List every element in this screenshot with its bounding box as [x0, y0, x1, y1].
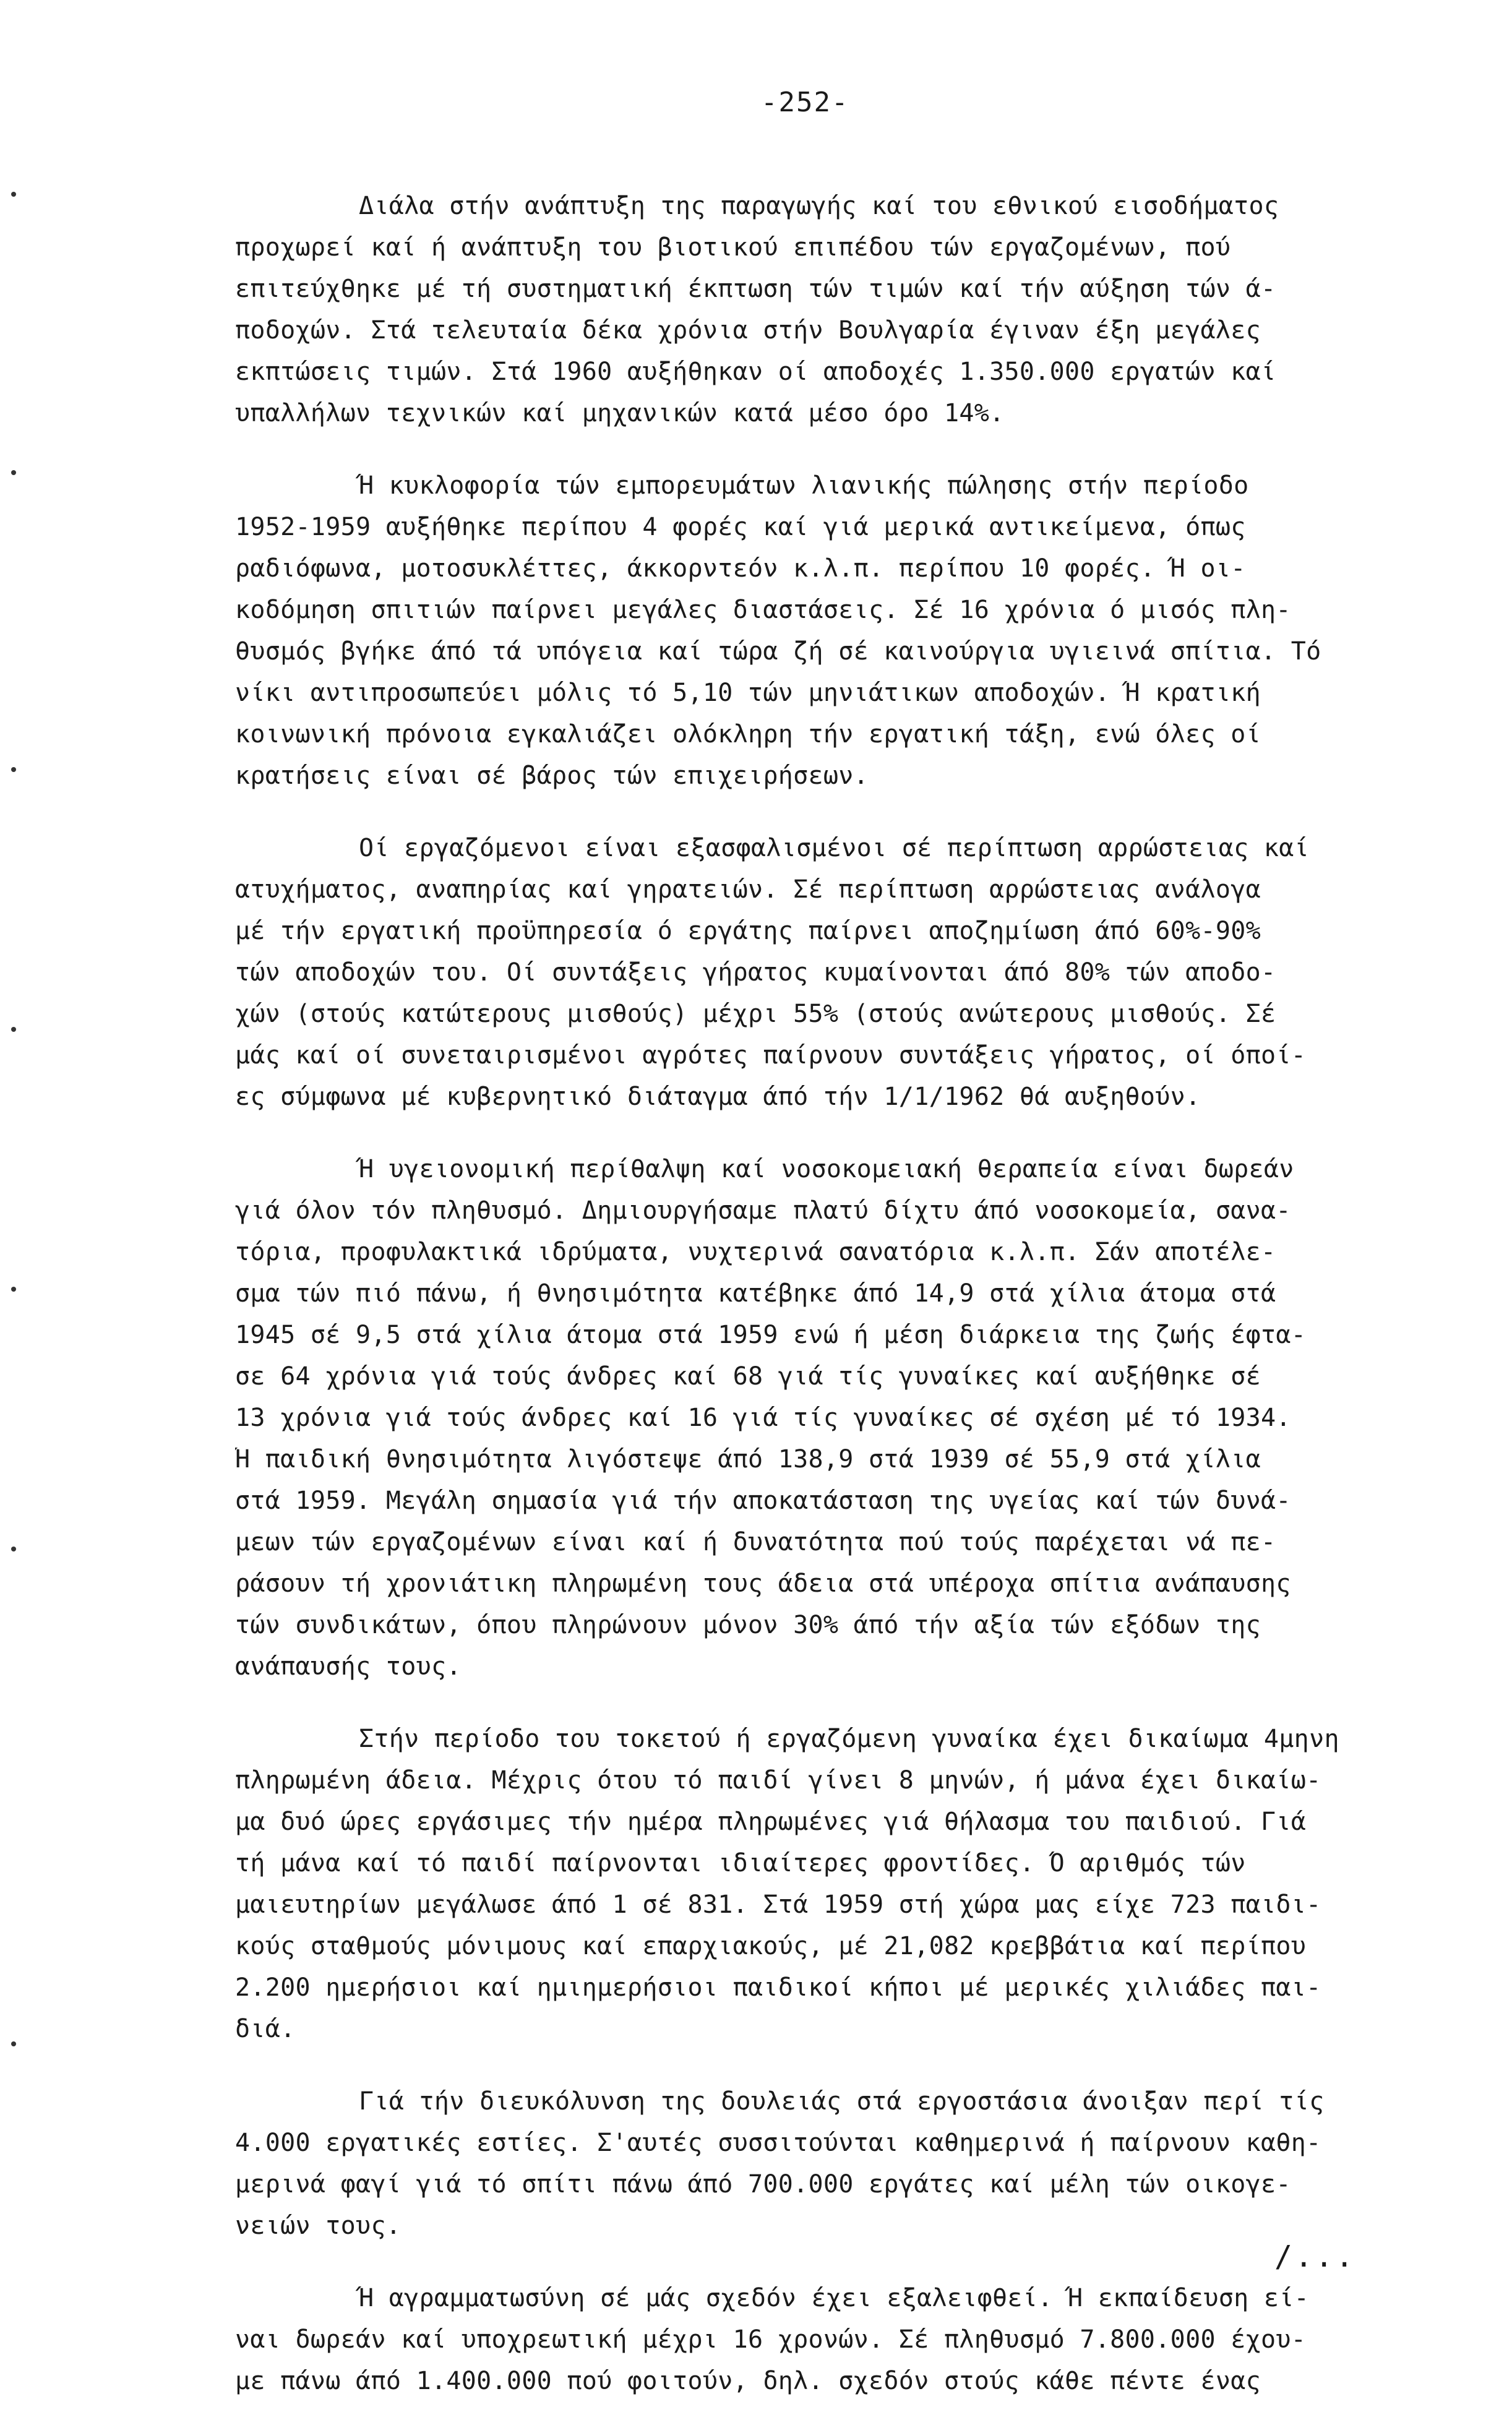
- text-line: 2.200 ημερήσιοι καί ημιημερήσιοι παιδικοί κήποι μέ μερικές χιλιάδες παι-: [235, 1973, 1321, 2002]
- text-line: μα δυό ώρες εργάσιμες τήν ημέρα πληρωμένες γιά θήλασμα του παιδιού. Γιά: [235, 1808, 1307, 1836]
- text-line: Στήν περίοδο του τοκετού ή εργαζόμενη γυναίκα έχει δικαίωμα 4μηνη: [359, 1725, 1339, 1753]
- text-line: διά.: [235, 2015, 296, 2043]
- text-line: μαιευτηρίων μεγάλωσε άπό 1 σέ 831. Στά 1959 στή χώρα μας είχε 723 παιδι-: [235, 1890, 1321, 1919]
- text-line: επιτεύχθηκε μέ τή συστηματική έκπτωση τών τιμών καί τήν αύξηση τών ά-: [235, 275, 1276, 303]
- text-line: Γιά τήν διευκόλυνση της δουλειάς στά εργοστάσια άνοιξαν περί τίς: [359, 2087, 1325, 2116]
- text-line: ραδιόφωνα, μοτοσυκλέττες, άκκορντεόν κ.λ.π. περίπου 10 φορές. Ή οι-: [235, 554, 1246, 583]
- paragraph: [235, 186, 1398, 434]
- margin-punch-mark: [11, 2041, 16, 2046]
- text-line: νειών τους.: [235, 2212, 402, 2240]
- text-line: μερινά φαγί γιά τό σπίτι πάνω άπό 700.000 εργάτες καί μέλη τών οικογε-: [235, 2170, 1291, 2199]
- text-line: ατυχήματος, αναπηρίας καί γηρατειών. Σέ περίπτωση αρρώστειας ανάλογα: [235, 875, 1261, 904]
- text-line: κούς σταθμούς μόνιμους καί επαρχιακούς, μέ 21,082 κρεββάτια καί περίπου: [235, 1932, 1307, 1960]
- text-line: στά 1959. Μεγάλη σημασία γιά τήν αποκατάσταση της υγείας καί τών δυνά-: [235, 1487, 1291, 1515]
- text-line: Ή παιδική θνησιμότητα λιγόστεψε άπό 138,9 στά 1939 σέ 55,9 στά χίλια: [235, 1445, 1261, 1474]
- text-line: κρατήσεις είναι σέ βάρος τών επιχειρήσεων.: [235, 762, 869, 790]
- text-line: με πάνω άπό 1.400.000 πού φοιτούν, δηλ. σχεδόν στούς κάθε πέντε ένας: [235, 2367, 1261, 2395]
- text-line: μάς καί οί συνεταιρισμένοι αγρότες παίρνουν συντάξεις γήρατος, οί όποί-: [235, 1041, 1307, 1070]
- text-line: γιά όλον τόν πληθυσμό. Δημιουργήσαμε πλατύ δίχτυ άπό νοσοκομεία, σανα-: [235, 1196, 1291, 1225]
- text-line: Ή υγειονομική περίθαλψη καί νοσοκομειακή θεραπεία είναι δωρεάν: [359, 1155, 1294, 1183]
- text-line: ες σύμφωνα μέ κυβερνητικό διάταγμα άπό τήν 1/1/1962 θά αυξηθούν.: [235, 1083, 1201, 1111]
- text-line: 1945 σέ 9,5 στά χίλια άτομα στά 1959 ενώ ή μέση διάρκεια της ζωής έφτα-: [235, 1321, 1307, 1349]
- text-line: κοδόμηση σπιτιών παίρνει μεγάλες διαστάσεις. Σέ 16 χρόνια ό μισός πλη-: [235, 596, 1291, 624]
- text-line: 1952-1959 αυξήθηκε περίπου 4 φορές καί γιά μερικά αντικείμενα, όπως: [235, 513, 1246, 541]
- margin-punch-mark: [11, 1027, 16, 1032]
- text-line: θυσμός βγήκε άπό τά υπόγεια καί τώρα ζή σέ καινούργια υγιεινά σπίτια. Τό: [235, 637, 1321, 666]
- text-line: Ή κυκλοφορία τών εμπορευμάτων λιανικής πώλησης στήν περίοδο: [359, 471, 1249, 500]
- text-line: προχωρεί καί ή ανάπτυξη του βιοτικού επιπέδου τών εργαζομένων, πού: [235, 233, 1231, 262]
- paragraph: [235, 465, 1398, 797]
- text-line: τή μάνα καί τό παιδί παίρνονται ιδιαίτερες φροντίδες. Ό αριθμός τών: [235, 1849, 1246, 1877]
- text-line: ράσουν τή χρονιάτικη πληρωμένη τους άδεια στά υπέροχα σπίτια ανάπαυσης: [235, 1569, 1291, 1598]
- text-line: ναι δωρεάν καί υποχρεωτική μέχρι 16 χρονών. Σέ πληθυσμό 7.800.000 έχου-: [235, 2325, 1307, 2354]
- paragraph: [235, 828, 1398, 1118]
- text-line: πληρωμένη άδεια. Μέχρις ότου τό παιδί γίνει 8 μηνών, ή μάνα έχει δικαίω-: [235, 1766, 1321, 1795]
- text-line: 4.000 εργατικές εστίες. Σ'αυτές συσσιτούνται καθημερινά ή παίρνουν καθη-: [235, 2129, 1321, 2157]
- paragraph: [235, 1149, 1398, 1688]
- margin-punch-mark: [11, 1287, 16, 1292]
- text-line: μεων τών εργαζομένων είναι καί ή δυνατότητα πού τούς παρέχεται νά πε-: [235, 1528, 1276, 1556]
- text-line: εκπτώσεις τιμών. Στά 1960 αυξήθηκαν οί αποδοχές 1.350.000 εργατών καί: [235, 358, 1276, 386]
- page-number: -252-: [761, 87, 849, 118]
- text-line: υπαλλήλων τεχνικών καί μηχανικών κατά μέσο όρο 14%.: [235, 399, 1005, 427]
- margin-punch-mark: [11, 192, 16, 197]
- text-line: νίκι αντιπροσωπεύει μόλις τό 5,10 τών μηνιάτικων αποδοχών. Ή κρατική: [235, 679, 1261, 707]
- text-line: τών συνδικάτων, όπου πληρώνουν μόνον 30% άπό τήν αξία τών εξόδων της: [235, 1611, 1261, 1639]
- document-body: [235, 186, 1398, 2433]
- margin-punch-mark: [11, 767, 16, 772]
- text-line: κοινωνική πρόνοια εγκαλιάζει ολόκληρη τήν εργατική τάξη, ενώ όλες οί: [235, 720, 1261, 749]
- text-line: ποδοχών. Στά τελευταία δέκα χρόνια στήν Βουλγαρία έγιναν έξη μεγάλες: [235, 316, 1261, 345]
- continuation-mark: /...: [1274, 2239, 1356, 2274]
- text-line: μέ τήν εργατική προϋπηρεσία ό εργάτης παίρνει αποζημίωση άπό 60%-90%: [235, 917, 1261, 945]
- text-line: τόρια, προφυλακτικά ιδρύματα, νυχτερινά σανατόρια κ.λ.π. Σάν αποτέλε-: [235, 1238, 1276, 1266]
- text-line: τών αποδοχών του. Οί συντάξεις γήρατος κυμαίνονται άπό 80% τών αποδο-: [235, 958, 1276, 987]
- text-line: ανάπαυσής τους.: [235, 1652, 462, 1681]
- margin-punch-mark: [11, 470, 16, 475]
- text-line: σε 64 χρόνια γιά τούς άνδρες καί 68 γιά τίς γυναίκες καί αυξήθηκε σέ: [235, 1362, 1261, 1391]
- margin-punch-mark: [11, 1547, 16, 1551]
- text-line: Διάλα στήν ανάπτυξη της παραγωγής καί του εθνικού εισοδήματος: [359, 192, 1279, 220]
- paragraph: [235, 2081, 1398, 2247]
- text-line: Ή αγραμματωσύνη σέ μάς σχεδόν έχει εξαλειφθεί. Ή εκπαίδευση εί-: [359, 2284, 1310, 2312]
- paragraph: [235, 2278, 1398, 2402]
- paragraph: [235, 1719, 1398, 2050]
- text-line: χών (στούς κατώτερους μισθούς) μέχρι 55% (στούς ανώτερους μισθούς. Σέ: [235, 1000, 1276, 1028]
- text-line: Οί εργαζόμενοι είναι εξασφαλισμένοι σέ περίπτωση αρρώστειας καί: [359, 834, 1310, 862]
- text-line: σμα τών πιό πάνω, ή θνησιμότητα κατέβηκε άπό 14,9 στά χίλια άτομα στά: [235, 1279, 1276, 1308]
- text-line: 13 χρόνια γιά τούς άνδρες καί 16 γιά τίς γυναίκες σέ σχέση μέ τό 1934.: [235, 1404, 1291, 1432]
